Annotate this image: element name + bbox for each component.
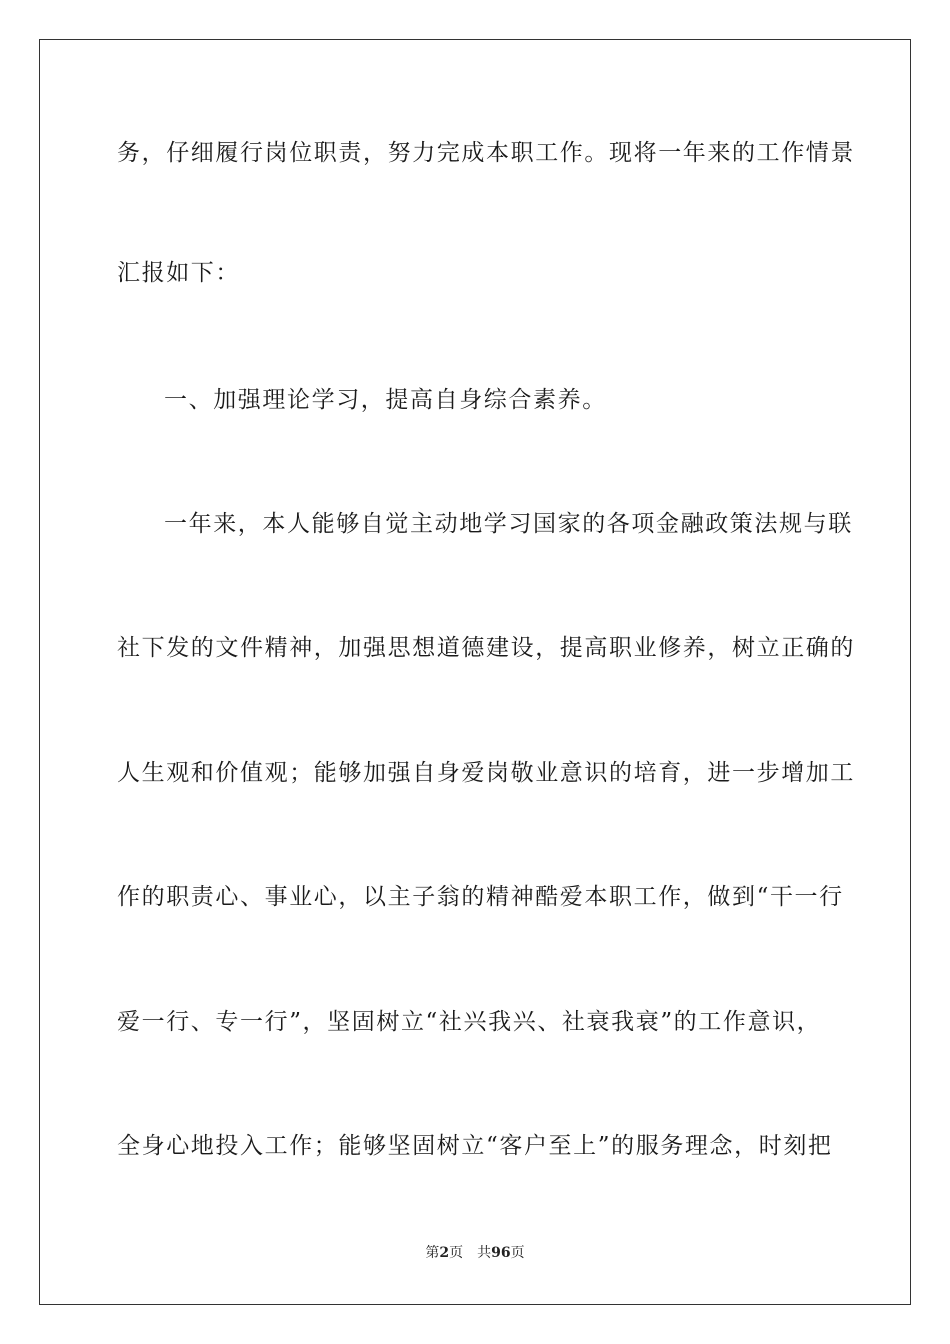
body-text-line-7: 爱一行、专一行”，坚固树立“社兴我兴、社衰我衰”的工作意识，: [117, 1009, 822, 1035]
page-footer: [0, 1243, 950, 1263]
body-text-line-8: 全身心地投入工作；能够坚固树立“客户至上”的服务理念，时刻把: [117, 1133, 833, 1159]
body-text-line-2: 汇报如下：: [117, 260, 240, 286]
total-prefix: 共: [477, 1245, 492, 1261]
body-text-line-4: 社下发的文件精神，加强思想道德建设，提高职业修养，树立正确的: [117, 635, 855, 661]
page-number: 2: [439, 1245, 450, 1261]
body-text-line-3: 一年来，本人能够自觉主动地学习国家的各项金融政策法规与联: [164, 511, 853, 537]
body-text-line-5: 人生观和价值观；能够加强自身爱岗敬业意识的培育，进一步增加工: [117, 760, 855, 786]
total-pages: 96: [491, 1245, 511, 1261]
page-frame: [39, 39, 911, 1305]
body-text-line-1: 务，仔细履行岗位职责，努力完成本职工作。现将一年来的工作情景: [117, 140, 855, 166]
section-heading: 一、加强理论学习，提高自身综合素养。: [164, 387, 607, 413]
page-prefix: 第: [425, 1245, 440, 1261]
body-text-line-6: 作的职责心、事业心，以主子翁的精神酷爱本职工作，做到“干一行: [117, 884, 844, 910]
total-suffix: 页: [510, 1245, 525, 1261]
page-suffix: 页: [449, 1245, 464, 1261]
